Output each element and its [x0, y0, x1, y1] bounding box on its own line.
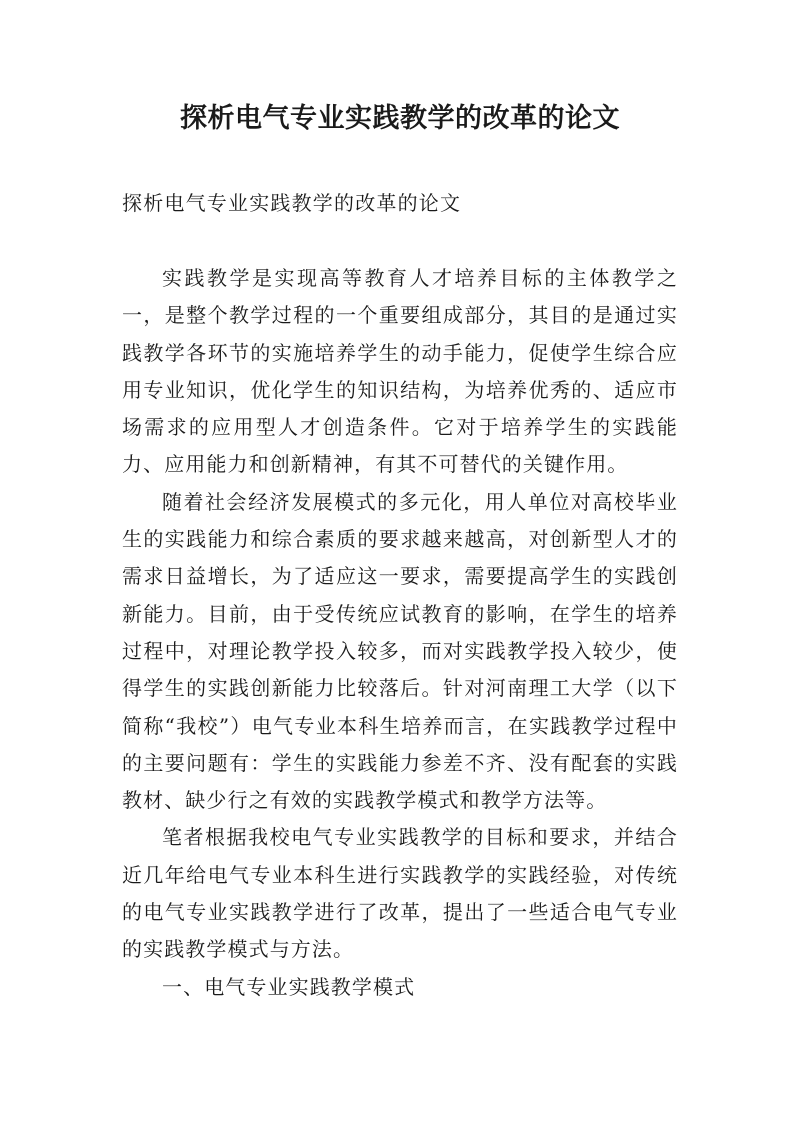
- document-title: 探析电气专业实践教学的改革的论文: [180, 103, 620, 134]
- document-subtitle: 探析电气专业实践教学的改革的论文: [122, 191, 462, 215]
- section-heading: 一、电气专业实践教学模式: [162, 974, 416, 999]
- document-body: [122, 260, 678, 1006]
- paragraph-approach: 笔者根据我校电气专业实践教学的目标和要求，并结合近几年给电气专业本科生进行实践教学的实践经验，对传统的电气专业实践教学进行了改革，提出了一些适合电气专业的实践教学模式与方法。: [122, 825, 678, 962]
- paragraph-background: 随着社会经济发展模式的多元化，用人单位对高校毕业生的实践能力和综合素质的要求越来越高，对创新型人才的需求日益增长，为了适应这一要求，需要提高学生的实践创新能力。目前，由于受传统应试教育的影响，在学生的培养过程中，对理论教学投入较多，而对实践教学投入较少，使得学生的实践创新能力比较落后。针对河南理工大学（以下简称“我校”）电气专业本科生培养而言，在实践教学过程中的主要问题有：学生的实践能力参差不齐、没有配套的实践教材、缺少行之有效的实践教学模式和教学方法等。: [122, 489, 678, 813]
- paragraph-intro: 实践教学是实现高等教育人才培养目标的主体教学之一，是整个教学过程的一个重要组成部分，其目的是通过实践教学各环节的实施培养学生的动手能力，促使学生综合应用专业知识，优化学生的知识结构，为培养优秀的、适应市场需求的应用型人才创造条件。它对于培养学生的实践能力、应用能力和创新精神，有其不可替代的关键作用。: [122, 266, 678, 477]
